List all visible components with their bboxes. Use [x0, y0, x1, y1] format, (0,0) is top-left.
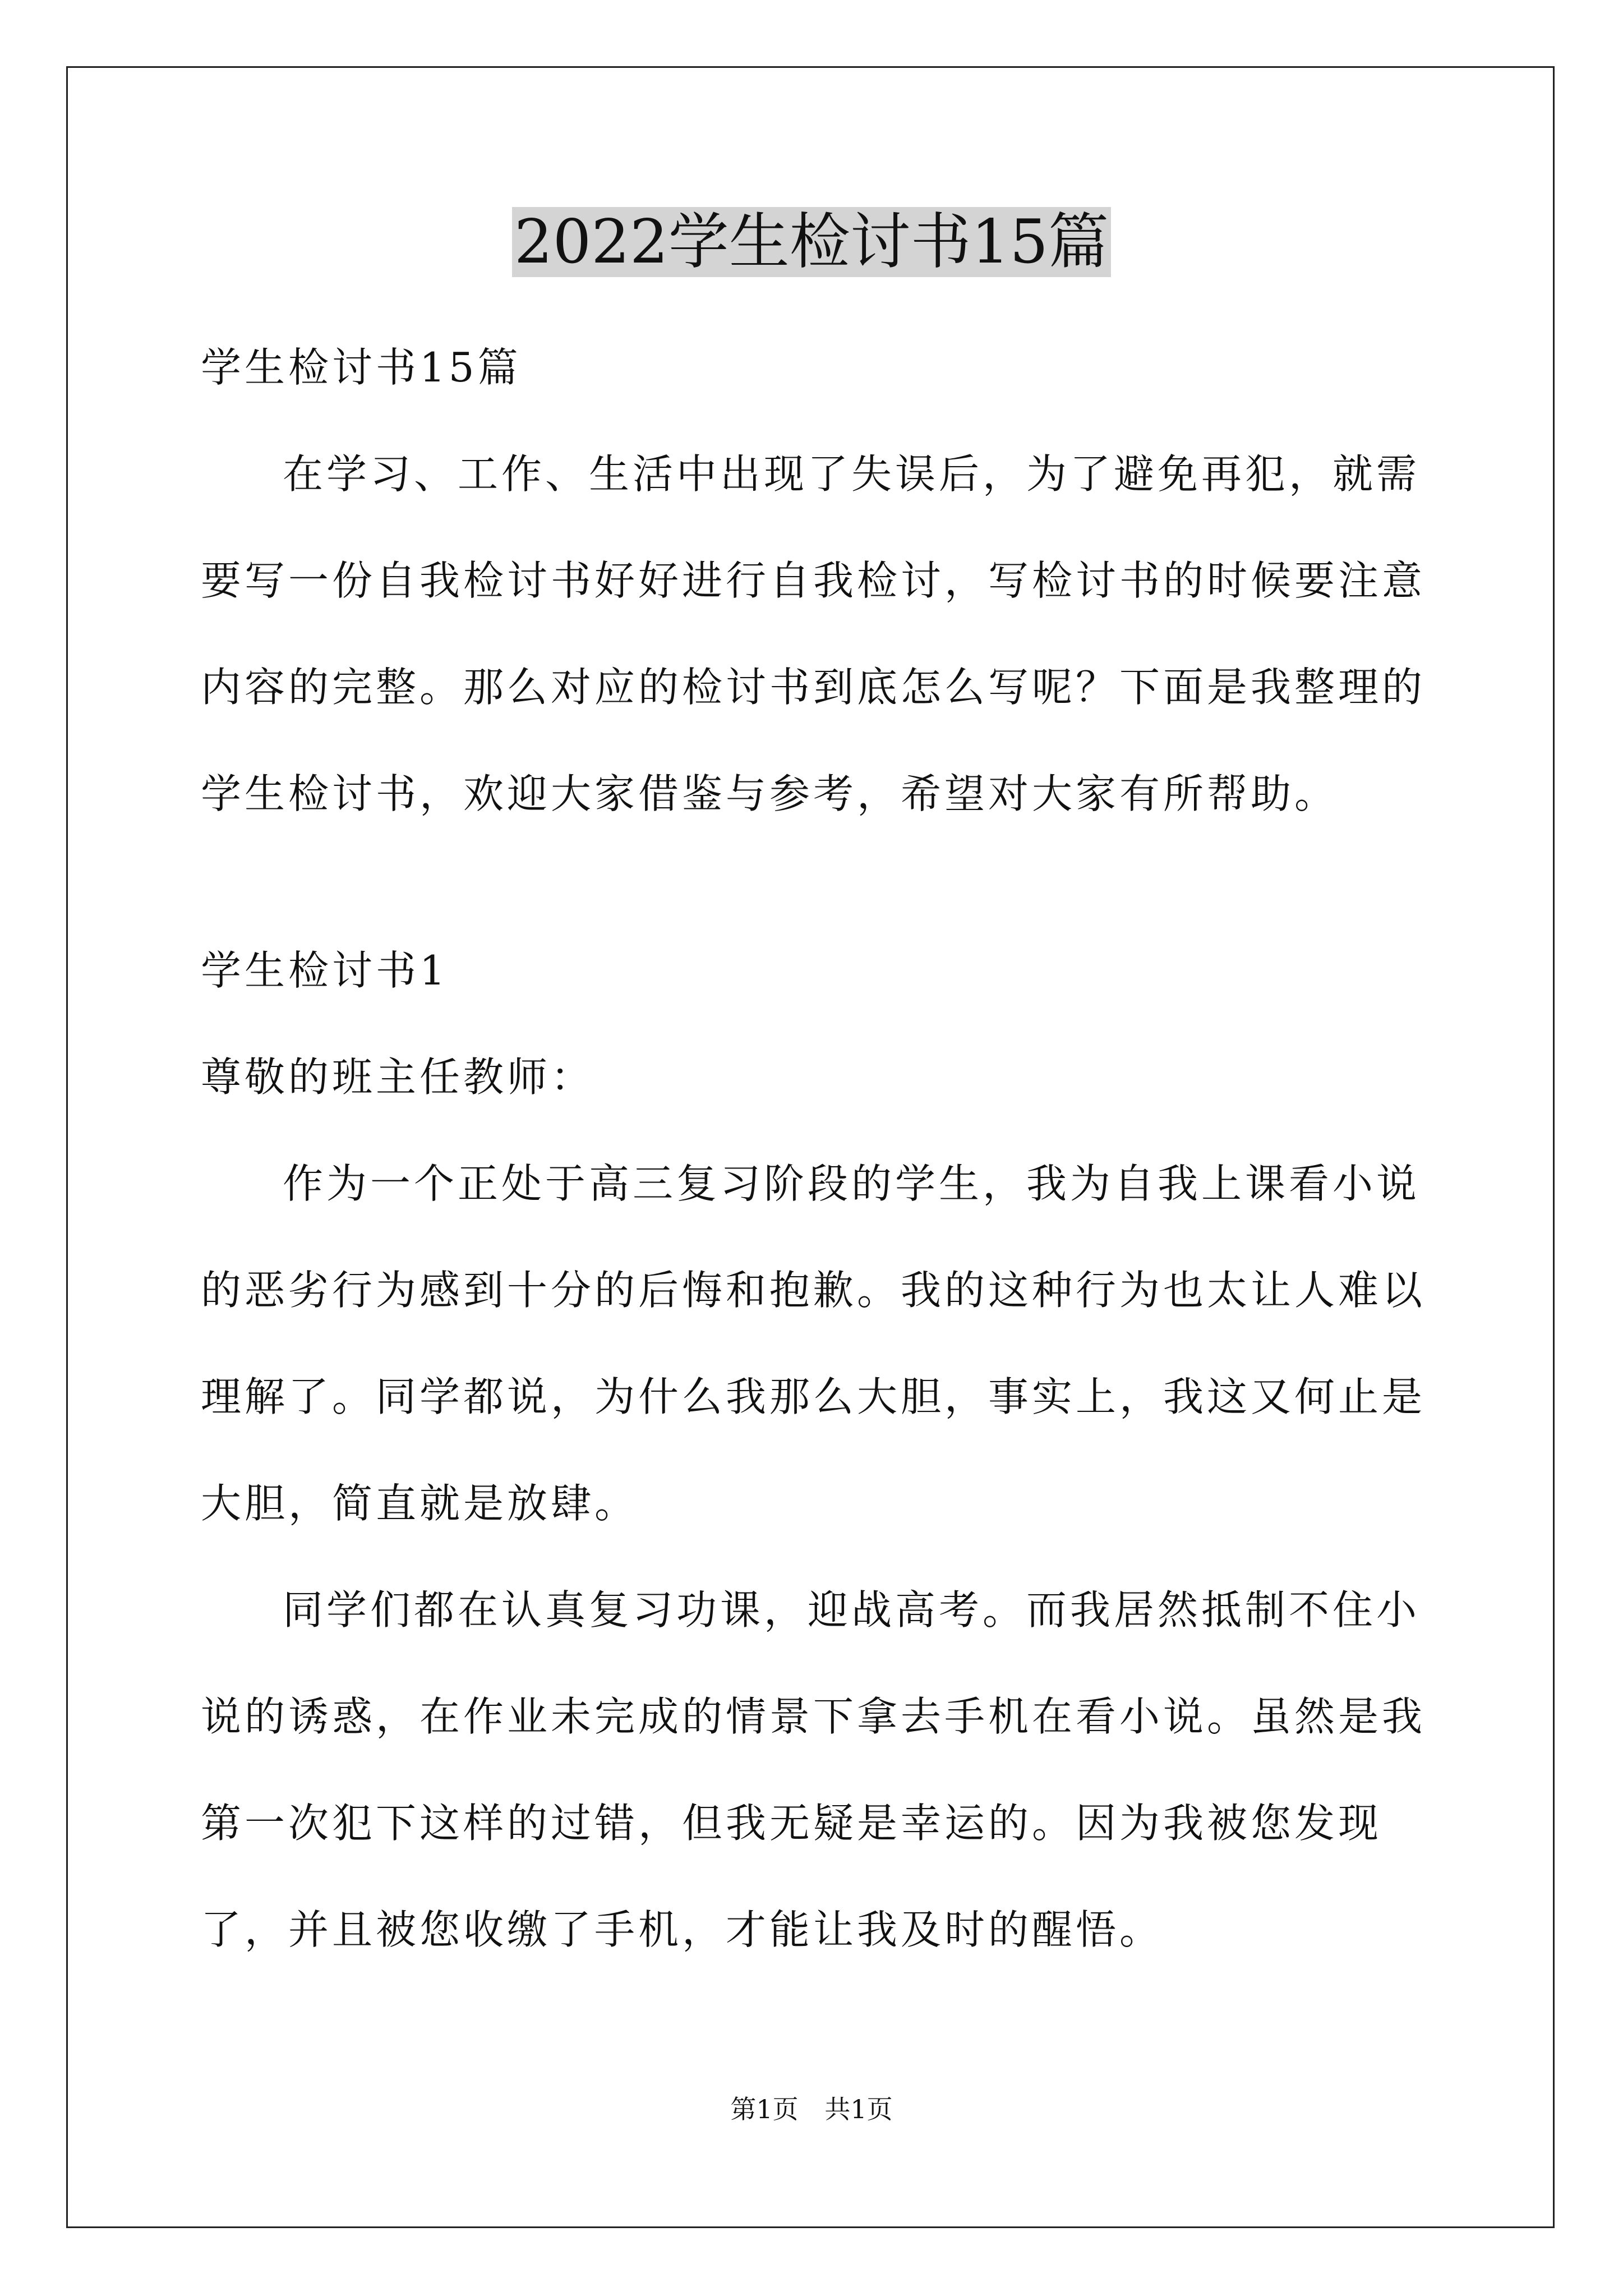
section-heading: 学生检讨书1 [201, 947, 449, 994]
page-footer [0, 2092, 1623, 2126]
intro-paragraph: 在学习、工作、生活中出现了失误后，为了避免再犯，就需要写一份自我检讨书好好进行自我检讨，写检讨书的时候要注意内容的完整。那么对应的检讨书到底怎么写呢？下面是我整理的学生检讨书，欢迎大家借鉴与参考，希望对大家有所帮助。 [201, 450, 1426, 817]
salutation: 尊敬的班主任教师： [201, 1053, 595, 1101]
body-paragraph-2: 同学们都在认真复习功课，迎战高考。而我居然抵制不住小说的诱惑，在作业未完成的情景下拿去手机在看小说。虽然是我第一次犯下这样的过错，但我无疑是幸运的。因为我被您发现了，并且被您收缴了手机，才能让我及时的醒悟。 [201, 1586, 1426, 1953]
page-number-current: 第1页 [730, 2094, 799, 2124]
document-subtitle: 学生检讨书15篇 [201, 344, 522, 391]
document-title [0, 203, 1623, 282]
page-number-total: 共1页 [824, 2094, 893, 2124]
body-paragraph-1: 作为一个正处于高三复习阶段的学生，我为自我上课看小说的恶劣行为感到十分的后悔和抱歉。我的这种行为也太让人难以理解了。同学都说，为什么我那么大胆，事实上，我这又何止是大胆，简直就是放肆。 [201, 1160, 1426, 1527]
document-title-text: 2022学生检讨书15篇 [512, 207, 1111, 277]
